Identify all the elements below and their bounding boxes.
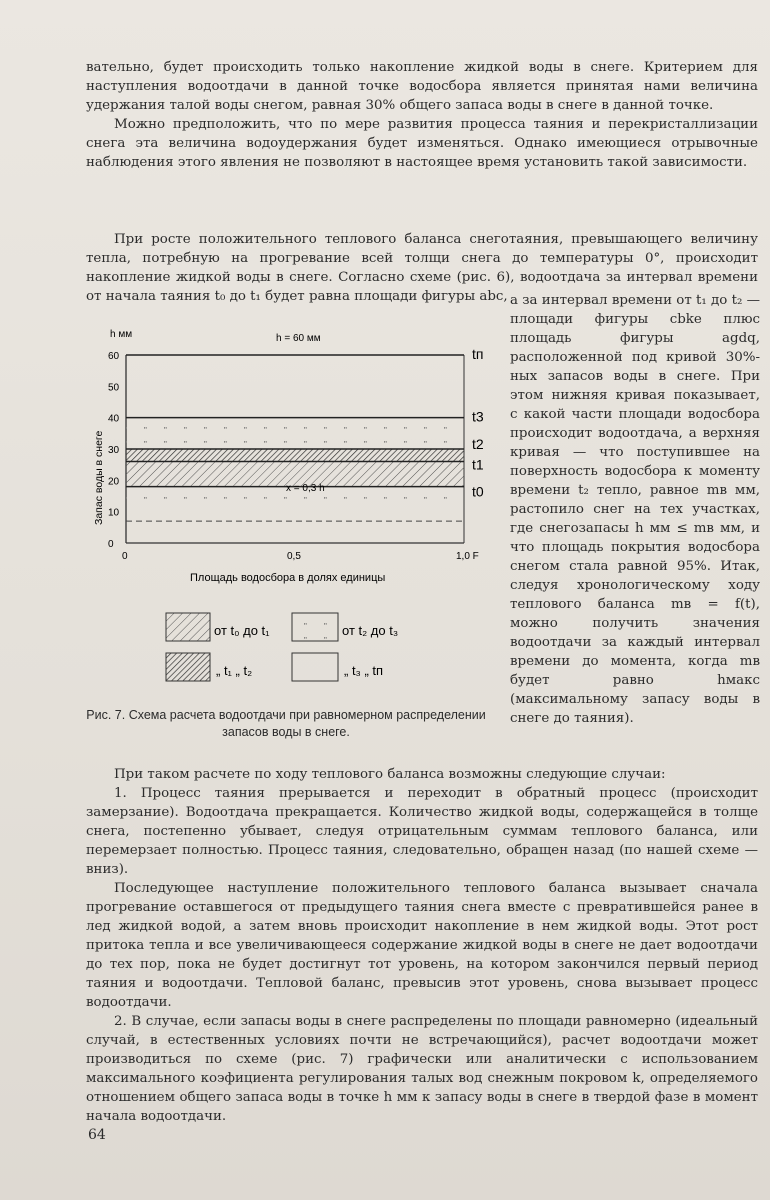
text-block-top [86, 58, 758, 172]
band-t2-t3 [126, 418, 464, 449]
y-tick-label: 40 [108, 413, 120, 425]
x-tick-label: 0,5 [287, 551, 301, 562]
text-block-side-column: а за интервал времени от t₁ до t₂ — площади фигуры cbke плюс площадь фигуры agdq, расположенной под кривой 30%-ных запасов воды в снеге. При этом нижняя кривая показывает, с какой части площади водосбора происходит водоотдача, а верхняя кривая — что поступившее на поверхность водосбора к моменту времени t₂ тепло, равное mв мм, растопило снег на тех участках, где снегозапасы h мм ≤ mв мм, и что площадь покрытия водосбора снегом стала равной 95%. Итак, следуя хронологическому ходу теплового баланса mв = f(t), можно получить значения водоотдачи за каждый интервал времени до момента, когда mв будет равно hмакс (максимальному запасу воды в снеге до таяния). [510, 293, 760, 726]
level-label-t2: t2 [472, 436, 484, 452]
band-t1-t2 [126, 449, 464, 462]
level-label-t1: t1 [472, 456, 484, 473]
paragraph: Последующее наступление положительного теплового баланса вызывает сначала прогревание оставшегося от предыдущего таяния снега вместе с превратившейся ранее в лед жидкой водой, а затем вновь происходит накопление в нем жидкой воды. Этот рост притока тепла и все увеличивающееся содержание жидкой воды в снеге не дает водоотдачи до тех пор, пока не будет достигнут тот уровень, на котором закончился первый период таяния и водоотдачи. Тепловой баланс, превысив этот уровень, снова вызывает процесс водоотдачи. [86, 881, 758, 1010]
y-tick-label: 30 [108, 445, 120, 456]
legend-label-t1-t2: „ t₁ „ t₂ [216, 663, 253, 678]
figure-caption: Рис. 7. Схема расчета водоотдачи при равномерном распределении запасов воды в снеге. [86, 708, 486, 739]
legend [166, 613, 398, 681]
inner-level-label: x = 0,3 h [286, 483, 325, 494]
x-tick-label: 1,0 F [456, 551, 479, 562]
figure-7 [80, 325, 500, 755]
level-label-t3: t3 [472, 408, 484, 425]
paragraph: 2. В случае, если запасы воды в снеге распределены по площади равномерно (идеальный случай, в естественных условиях почти не встречающийся), расчет водоотдачи может производиться по схеме (рис. 7) графически или аналитически с использованием максимального коэфициента регулирования талых вод снежным покровом k, определяемого отношением общего запаса воды в точке h мм к запасу воды в снеге в твердой фазе в момент начала водоотдачи. [86, 1014, 758, 1124]
y-tick-label: 0 [108, 539, 114, 550]
top-level-label: h = 60 мм [276, 333, 321, 344]
page-number: 64 [88, 1127, 106, 1143]
legend-swatch-t0-t1 [166, 613, 210, 641]
y-tick-label: 20 [108, 476, 120, 488]
legend-label-t2-t3: от t₂ до t₃ [342, 623, 399, 638]
x-tick-label: 0 [122, 551, 128, 562]
y-tick-label: 10 [108, 507, 120, 519]
paragraph: 1. Процесс таяния прерывается и переходит в обратный процесс (происходит замерзание). Водоотдача прекращается. Количество жидкой воды, содержащейся в толще снега, постепенно убывает, следуя отрицательным суммам теплового баланса, или перемерзает полностью. Процесс таяния, следовательно, обращен назад (по нашей схеме — вниз). [86, 786, 758, 877]
figure-svg [80, 325, 500, 755]
y-tick-label: 50 [108, 382, 120, 394]
x-axis-label: Площадь водосбора в долях единицы [190, 572, 386, 584]
level-label-t0: t0 [472, 483, 484, 500]
level-label-tп: tп [472, 346, 484, 362]
paragraph: При таком расчете по ходу теплового баланса возможны следующие случаи: [114, 767, 666, 782]
y-tick-label: 60 [108, 351, 120, 362]
text-block-bottom [86, 765, 758, 1126]
legend-label-t0-t1: от t₀ до t₁ [214, 623, 270, 638]
paragraph: вательно, будет происходить только накопление жидкой воды в снеге. Критерием для наступления водоотдачи в данной точке водосбора является принятая нами величина удержания талой воды снегом, равная 30% общего запаса воды в снеге в данной точке. [86, 60, 758, 113]
legend-label-t3-tn: „ t₃ „ tп [344, 663, 384, 678]
legend-swatch-t2-t3 [292, 613, 338, 641]
y-axis-unit: h мм [110, 329, 133, 340]
text-block-intro: При росте положительного теплового баланса снеготаяния, превышающего величину тепла, потребную на прогревание всей толщи снега до температуры 0°, происходит накопление жидкой воды в снеге. Согласно схеме (рис. 6), водоотдача за интервал времени от начала таяния t₀ до t₁ будет равна площади фигуры abc, [86, 232, 758, 304]
legend-swatch-t3-tn [292, 653, 338, 681]
paragraph: Можно предположить, что по мере развития процесса таяния и перекристаллизации снега эта величина водоудержания будет изменяться. Однако имеющиеся отрывочные наблюдения этого явления не позволяют в настоящее время установить такой зависимости. [86, 117, 758, 170]
y-axis-label: Запас воды в снеге [93, 430, 105, 525]
legend-swatch-t1-t2 [166, 653, 210, 681]
